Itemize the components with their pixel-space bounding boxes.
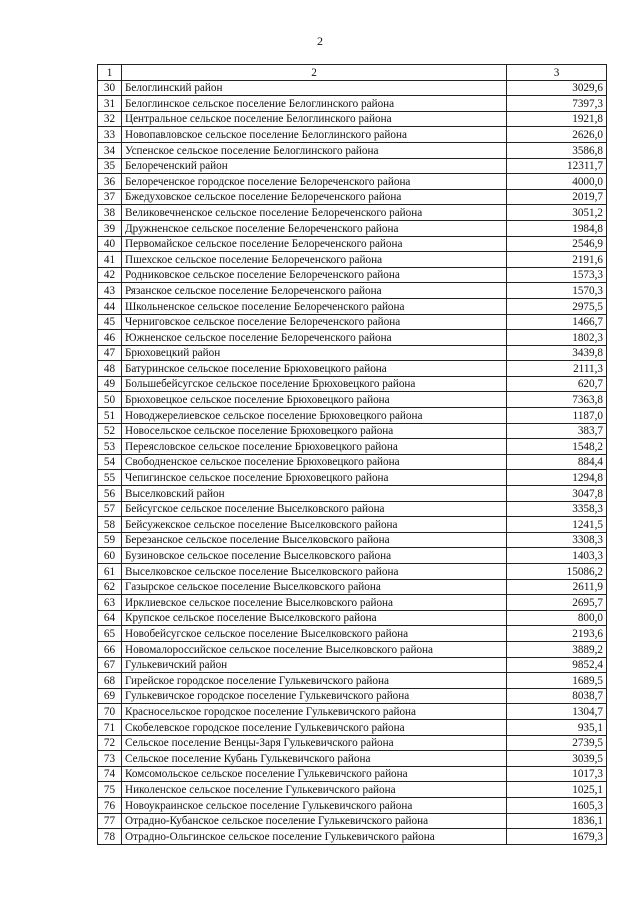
table-row <box>98 174 607 190</box>
table-row <box>98 408 607 424</box>
row-name-cell: Бейсужекское сельское поселение Выселковского района <box>122 517 507 533</box>
row-number-cell: 78 <box>98 829 122 845</box>
page-number: 2 <box>317 34 323 48</box>
row-value-cell: 3047,8 <box>507 486 607 502</box>
table-row <box>98 158 607 174</box>
row-value-cell: 4000,0 <box>507 174 607 190</box>
row-name-cell: Школьненское сельское поселение Белореченского района <box>122 298 507 314</box>
row-name-cell: Белореченский район <box>122 158 507 174</box>
row-name-cell: Гулькевичское городское поселение Гулькевичского района <box>122 688 507 704</box>
row-number-cell: 58 <box>98 517 122 533</box>
row-number-cell: 52 <box>98 423 122 439</box>
table-row <box>98 641 607 657</box>
row-name-cell: Новопавловское сельское поселение Белоглинского района <box>122 127 507 143</box>
row-name-cell: Николенское сельское поселение Гулькевичского района <box>122 782 507 798</box>
row-name-cell: Свободненское сельское поселение Брюховецкого района <box>122 454 507 470</box>
row-number-cell: 65 <box>98 626 122 642</box>
row-number-cell: 77 <box>98 813 122 829</box>
row-value-cell: 3586,8 <box>507 142 607 158</box>
row-name-cell: Рязанское сельское поселение Белореченского района <box>122 283 507 299</box>
row-value-cell: 2193,6 <box>507 626 607 642</box>
row-number-cell: 63 <box>98 595 122 611</box>
table-row <box>98 376 607 392</box>
row-number-cell: 59 <box>98 532 122 548</box>
row-value-cell: 1548,2 <box>507 439 607 455</box>
row-number-cell: 66 <box>98 641 122 657</box>
row-name-cell: Белоглинский район <box>122 80 507 96</box>
table-row <box>98 189 607 205</box>
table-row <box>98 579 607 595</box>
table-header-row <box>98 65 607 81</box>
row-name-cell: Ирклиевское сельское поселение Выселковского района <box>122 595 507 611</box>
row-number-cell: 39 <box>98 220 122 236</box>
row-name-cell: Выселковское сельское поселение Выселковского района <box>122 564 507 580</box>
table-row <box>98 610 607 626</box>
table-row <box>98 532 607 548</box>
table-row <box>98 298 607 314</box>
table-row <box>98 470 607 486</box>
row-name-cell: Сельское поселение Кубань Гулькевичского района <box>122 751 507 767</box>
table-row <box>98 486 607 502</box>
row-number-cell: 46 <box>98 330 122 346</box>
row-number-cell: 38 <box>98 205 122 221</box>
row-value-cell: 1570,3 <box>507 283 607 299</box>
row-number-cell: 42 <box>98 267 122 283</box>
table-row <box>98 439 607 455</box>
table-row <box>98 236 607 252</box>
row-number-cell: 40 <box>98 236 122 252</box>
row-value-cell: 3358,3 <box>507 501 607 517</box>
row-number-cell: 37 <box>98 189 122 205</box>
row-number-cell: 47 <box>98 345 122 361</box>
table-row <box>98 735 607 751</box>
row-name-cell: Бжедуховское сельское поселение Белореченского района <box>122 189 507 205</box>
header-cell-value: 3 <box>507 65 607 81</box>
row-number-cell: 50 <box>98 392 122 408</box>
row-value-cell: 1403,3 <box>507 548 607 564</box>
table-row <box>98 548 607 564</box>
table-row <box>98 142 607 158</box>
row-value-cell: 7363,8 <box>507 392 607 408</box>
row-number-cell: 48 <box>98 361 122 377</box>
row-name-cell: Успенское сельское поселение Белоглинского района <box>122 142 507 158</box>
row-value-cell: 1304,7 <box>507 704 607 720</box>
budget-table <box>97 64 607 845</box>
row-name-cell: Великовечненское сельское поселение Белореченского района <box>122 205 507 221</box>
row-number-cell: 67 <box>98 657 122 673</box>
row-number-cell: 34 <box>98 142 122 158</box>
row-number-cell: 70 <box>98 704 122 720</box>
row-value-cell: 1802,3 <box>507 330 607 346</box>
table-row <box>98 96 607 112</box>
row-value-cell: 800,0 <box>507 610 607 626</box>
row-value-cell: 8038,7 <box>507 688 607 704</box>
row-value-cell: 1294,8 <box>507 470 607 486</box>
row-number-cell: 43 <box>98 283 122 299</box>
row-name-cell: Новобейсугское сельское поселение Выселковского района <box>122 626 507 642</box>
table-row <box>98 626 607 642</box>
row-name-cell: Брюховецкое сельское поселение Брюховецкого района <box>122 392 507 408</box>
row-number-cell: 74 <box>98 766 122 782</box>
row-number-cell: 31 <box>98 96 122 112</box>
row-value-cell: 2019,7 <box>507 189 607 205</box>
row-value-cell: 884,4 <box>507 454 607 470</box>
table-row <box>98 751 607 767</box>
row-value-cell: 2975,5 <box>507 298 607 314</box>
row-number-cell: 57 <box>98 501 122 517</box>
row-name-cell: Чепигинское сельское поселение Брюховецкого района <box>122 470 507 486</box>
table-row <box>98 345 607 361</box>
row-name-cell: Новосельское сельское поселение Брюховецкого района <box>122 423 507 439</box>
row-number-cell: 75 <box>98 782 122 798</box>
row-value-cell: 7397,3 <box>507 96 607 112</box>
row-number-cell: 56 <box>98 486 122 502</box>
table-row <box>98 220 607 236</box>
row-value-cell: 2739,5 <box>507 735 607 751</box>
table-row <box>98 205 607 221</box>
row-name-cell: Белореченское городское поселение Белореченского района <box>122 174 507 190</box>
table-row <box>98 688 607 704</box>
row-name-cell: Комсомольское сельское поселение Гулькевичского района <box>122 766 507 782</box>
row-value-cell: 3039,5 <box>507 751 607 767</box>
row-value-cell: 2611,9 <box>507 579 607 595</box>
row-name-cell: Скобелевское городское поселение Гулькевичского района <box>122 719 507 735</box>
table-row <box>98 267 607 283</box>
row-name-cell: Крупское сельское поселение Выселковского района <box>122 610 507 626</box>
row-value-cell: 12311,7 <box>507 158 607 174</box>
row-number-cell: 55 <box>98 470 122 486</box>
row-number-cell: 30 <box>98 80 122 96</box>
row-name-cell: Южненское сельское поселение Белореченского района <box>122 330 507 346</box>
row-number-cell: 35 <box>98 158 122 174</box>
row-number-cell: 33 <box>98 127 122 143</box>
row-value-cell: 2626,0 <box>507 127 607 143</box>
row-number-cell: 36 <box>98 174 122 190</box>
row-number-cell: 45 <box>98 314 122 330</box>
header-cell-number: 1 <box>98 65 122 81</box>
header-cell-name: 2 <box>122 65 507 81</box>
row-value-cell: 1689,5 <box>507 673 607 689</box>
row-number-cell: 44 <box>98 298 122 314</box>
row-value-cell: 1573,3 <box>507 267 607 283</box>
row-name-cell: Родниковское сельское поселение Белореченского района <box>122 267 507 283</box>
row-number-cell: 53 <box>98 439 122 455</box>
row-value-cell: 3051,2 <box>507 205 607 221</box>
row-number-cell: 64 <box>98 610 122 626</box>
row-name-cell: Большебейсугское сельское поселение Брюховецкого района <box>122 376 507 392</box>
table-row <box>98 564 607 580</box>
row-value-cell: 1984,8 <box>507 220 607 236</box>
table-row <box>98 454 607 470</box>
row-name-cell: Гирейское городское поселение Гулькевичского района <box>122 673 507 689</box>
row-value-cell: 3889,2 <box>507 641 607 657</box>
row-value-cell: 383,7 <box>507 423 607 439</box>
table-row <box>98 829 607 845</box>
row-value-cell: 1017,3 <box>507 766 607 782</box>
row-value-cell: 2191,6 <box>507 252 607 268</box>
row-value-cell: 1836,1 <box>507 813 607 829</box>
row-number-cell: 69 <box>98 688 122 704</box>
row-value-cell: 620,7 <box>507 376 607 392</box>
row-value-cell: 3029,6 <box>507 80 607 96</box>
table-row <box>98 127 607 143</box>
table-row <box>98 813 607 829</box>
row-name-cell: Отрадно-Кубанское сельское поселение Гулькевичского района <box>122 813 507 829</box>
row-number-cell: 61 <box>98 564 122 580</box>
table-row <box>98 719 607 735</box>
row-value-cell: 1025,1 <box>507 782 607 798</box>
table-row <box>98 657 607 673</box>
row-value-cell: 2546,9 <box>507 236 607 252</box>
row-name-cell: Новоукраинское сельское поселение Гулькевичского района <box>122 797 507 813</box>
table-row <box>98 392 607 408</box>
table-row <box>98 501 607 517</box>
row-value-cell: 3308,3 <box>507 532 607 548</box>
row-value-cell: 3439,8 <box>507 345 607 361</box>
table-row <box>98 595 607 611</box>
row-number-cell: 51 <box>98 408 122 424</box>
row-value-cell: 1466,7 <box>507 314 607 330</box>
table-row <box>98 111 607 127</box>
row-value-cell: 9852,4 <box>507 657 607 673</box>
table-row <box>98 361 607 377</box>
row-name-cell: Новомалороссийское сельское поселение Выселковского района <box>122 641 507 657</box>
row-number-cell: 62 <box>98 579 122 595</box>
row-number-cell: 41 <box>98 252 122 268</box>
row-name-cell: Газырское сельское поселение Выселковского района <box>122 579 507 595</box>
row-name-cell: Отрадно-Ольгинское сельское поселение Гулькевичского района <box>122 829 507 845</box>
row-number-cell: 72 <box>98 735 122 751</box>
row-name-cell: Гулькевичский район <box>122 657 507 673</box>
table-row <box>98 283 607 299</box>
table-row <box>98 330 607 346</box>
table-row <box>98 80 607 96</box>
row-number-cell: 49 <box>98 376 122 392</box>
row-name-cell: Первомайское сельское поселение Белореченского района <box>122 236 507 252</box>
row-name-cell: Центральное сельское поселение Белоглинского района <box>122 111 507 127</box>
row-number-cell: 32 <box>98 111 122 127</box>
table-row <box>98 782 607 798</box>
row-name-cell: Березанское сельское поселение Выселковского района <box>122 532 507 548</box>
row-name-cell: Бейсугское сельское поселение Выселковского района <box>122 501 507 517</box>
row-name-cell: Белоглинское сельское поселение Белоглинского района <box>122 96 507 112</box>
row-number-cell: 71 <box>98 719 122 735</box>
table-row <box>98 797 607 813</box>
row-name-cell: Пшехское сельское поселение Белореченского района <box>122 252 507 268</box>
row-value-cell: 1187,0 <box>507 408 607 424</box>
row-value-cell: 1679,3 <box>507 829 607 845</box>
table-row <box>98 517 607 533</box>
table-row <box>98 423 607 439</box>
row-number-cell: 68 <box>98 673 122 689</box>
table-row <box>98 252 607 268</box>
row-name-cell: Батуринское сельское поселение Брюховецкого района <box>122 361 507 377</box>
row-number-cell: 60 <box>98 548 122 564</box>
table-row <box>98 704 607 720</box>
row-name-cell: Сельское поселение Венцы-Заря Гулькевичского района <box>122 735 507 751</box>
row-name-cell: Красносельское городское поселение Гулькевичского района <box>122 704 507 720</box>
row-name-cell: Черниговское сельское поселение Белореченского района <box>122 314 507 330</box>
table-row <box>98 766 607 782</box>
row-value-cell: 1605,3 <box>507 797 607 813</box>
row-number-cell: 76 <box>98 797 122 813</box>
row-value-cell: 1921,8 <box>507 111 607 127</box>
row-name-cell: Переясловское сельское поселение Брюховецкого района <box>122 439 507 455</box>
row-name-cell: Новоджерелиевское сельское поселение Брюховецкого района <box>122 408 507 424</box>
row-value-cell: 935,1 <box>507 719 607 735</box>
row-name-cell: Выселковский район <box>122 486 507 502</box>
row-number-cell: 54 <box>98 454 122 470</box>
row-value-cell: 1241,5 <box>507 517 607 533</box>
table-row <box>98 314 607 330</box>
row-value-cell: 2111,3 <box>507 361 607 377</box>
row-name-cell: Брюховецкий район <box>122 345 507 361</box>
table-row <box>98 673 607 689</box>
row-name-cell: Дружненское сельское поселение Белореченского района <box>122 220 507 236</box>
row-name-cell: Бузиновское сельское поселение Выселковского района <box>122 548 507 564</box>
row-number-cell: 73 <box>98 751 122 767</box>
row-value-cell: 15086,2 <box>507 564 607 580</box>
row-value-cell: 2695,7 <box>507 595 607 611</box>
